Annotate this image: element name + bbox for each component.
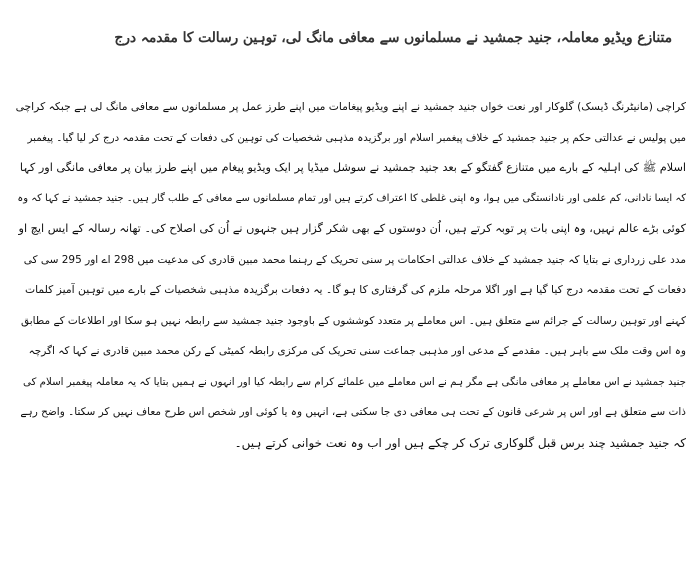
- article-headline: متنازع ویڈیو معاملہ، جنید جمشید نے مسلمانوں سے معافی مانگ لی، توہین رسالت کا مقدمہ درج: [114, 30, 672, 46]
- article-line: کہنے اور توہین رسالت کے جرائم سے متعلق ہیں۔ اس معاملے پر متعدد کوششوں کے باوجود جنید جمشید سے رابطہ نہیں ہو سکا اور اطلاعات کے مطابق: [20, 314, 686, 327]
- article-body: [14, 92, 686, 458]
- article-line: دفعات کے تحت مقدمہ درج کیا گیا ہے اور اگلا مرحلہ ملزم کی گرفتاری کا ہو گا۔ یہ دفعات برگزیدہ مذہبی شخصیات کے بارے میں توہین آمیز کلمات: [24, 283, 686, 296]
- article-line: وہ اس وقت ملک سے باہر ہیں۔ مقدمے کے مدعی اور مذہبی جماعت سنی تحریک کی مرکزی رابطہ کمیٹی کے رکن محمد مبین قادری نے کہا کہ اگرچہ: [28, 345, 686, 357]
- article-line: کہ ایسا نادانی، کم علمی اور نادانستگی میں ہوا، وہ اپنی غلطی کا اعتراف کرتے ہیں اور تمام مسلمانوں سے معافی کے طلب گار ہیں۔ جنید جمشید نے کہا کہ وہ: [17, 192, 686, 204]
- article-line: کوئی بڑے عالم نہیں، وہ اپنی بات پر توبہ کرتے ہیں، اُن دوستوں کے بھی شکر گزار ہیں جنہوں نے اُن کی اصلاح کی۔ تھانہ رسالہ کے ایس ایچ او: [18, 222, 686, 235]
- article-line: مدد علی زرداری نے بتایا کہ جنید جمشید کے خلاف عدالتی احکامات پر سنی تحریک کے رہنما محمد مبین قادری کی مدعیت میں 298 اے اور 295 سی کی: [23, 253, 686, 266]
- article-line: کہ جنید جمشید چند برس قبل گلوکاری ترک کر چکے ہیں اور اب وہ نعت خوانی کرتے ہیں۔: [234, 435, 686, 450]
- article-line: کراچی (مانیٹرنگ ڈیسک) گلوکار اور نعت خواں جنید جمشید نے اپنے ویڈیو پیغامات میں اپنے طرز عمل پر مسلمانوں سے معافی مانگ لی ہے جبکہ کراچی: [15, 100, 686, 113]
- article-line: اسلام ﷺ کی اہلیہ کے بارے میں متنازع گفتگو کے بعد جنید جمشید نے سوشل میڈیا پر ایک ویڈیو پیغام میں اپنے طرز بیان پر معافی مانگی اور کہا: [19, 161, 686, 174]
- article-line: ذات سے متعلق ہے اور اس پر شرعی قانون کے تحت ہی معافی دی جا سکتی ہے، انہیں وہ یا کوئی اور شخص اس طرح معاف نہیں کر سکتا۔ واضح رہے: [20, 406, 686, 418]
- article-line: جنید جمشید نے اس معاملے پر معافی مانگی ہے مگر ہم نے اس معاملے میں علمائے کرام سے رابطہ کیا اور انہوں نے ہمیں بتایا کہ یہ معاملہ پیغمبر اسلام کی: [22, 375, 686, 388]
- article-line: میں پولیس نے عدالتی حکم پر جنید جمشید کے خلاف پیغمبر اسلام اور برگزیدہ مذہبی شخصیات کی توہین کی دفعات کے تحت مقدمہ درج کر لیا گیا۔ پیغمبر: [27, 131, 686, 144]
